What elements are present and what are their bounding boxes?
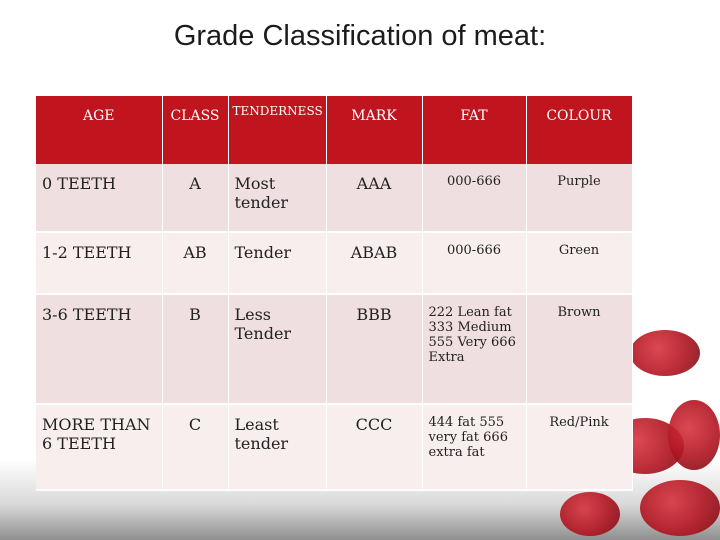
header-tenderness: TENDERNESS [228, 96, 326, 164]
header-class: CLASS [162, 96, 228, 164]
cell-class: C [162, 404, 228, 490]
cell-fat: 000-666 [422, 164, 526, 232]
cell-age: 0 TEETH [36, 164, 162, 232]
header-colour: COLOUR [526, 96, 632, 164]
cell-fat: 000-666 [422, 232, 526, 294]
cell-colour: Red/Pink [526, 404, 632, 490]
table-row [36, 164, 632, 232]
cell-age: 1-2 TEETH [36, 232, 162, 294]
cell-mark: BBB [326, 294, 422, 404]
cell-tenderness: Less Tender [228, 294, 326, 404]
table-row [36, 232, 632, 294]
cell-class: B [162, 294, 228, 404]
blood-cell-decoration [640, 480, 720, 536]
cell-tenderness: Most tender [228, 164, 326, 232]
cell-fat: 444 fat 555 very fat 666 extra fat [422, 404, 526, 490]
cell-colour: Brown [526, 294, 632, 404]
table-header-row [36, 96, 632, 164]
cell-tenderness: Least tender [228, 404, 326, 490]
table-row [36, 294, 632, 404]
blood-cell-decoration [668, 400, 720, 470]
cell-class: A [162, 164, 228, 232]
slide-title: Grade Classification of meat: [173, 20, 547, 52]
cell-mark: ABAB [326, 232, 422, 294]
cell-age: 3-6 TEETH [36, 294, 162, 404]
cell-fat: 222 Lean fat 333 Medium 555 Very 666 Extra [422, 294, 526, 404]
meat-grade-table [36, 96, 633, 491]
cell-mark: AAA [326, 164, 422, 232]
cell-colour: Green [526, 232, 632, 294]
cell-age: MORE THAN 6 TEETH [36, 404, 162, 490]
blood-cell-decoration [560, 492, 620, 536]
header-fat: FAT [422, 96, 526, 164]
blood-cell-decoration [630, 330, 700, 376]
cell-colour: Purple [526, 164, 632, 232]
cell-class: AB [162, 232, 228, 294]
cell-tenderness: Tender [228, 232, 326, 294]
header-mark: MARK [326, 96, 422, 164]
cell-mark: CCC [326, 404, 422, 490]
table-row [36, 404, 632, 490]
header-age: AGE [36, 96, 162, 164]
